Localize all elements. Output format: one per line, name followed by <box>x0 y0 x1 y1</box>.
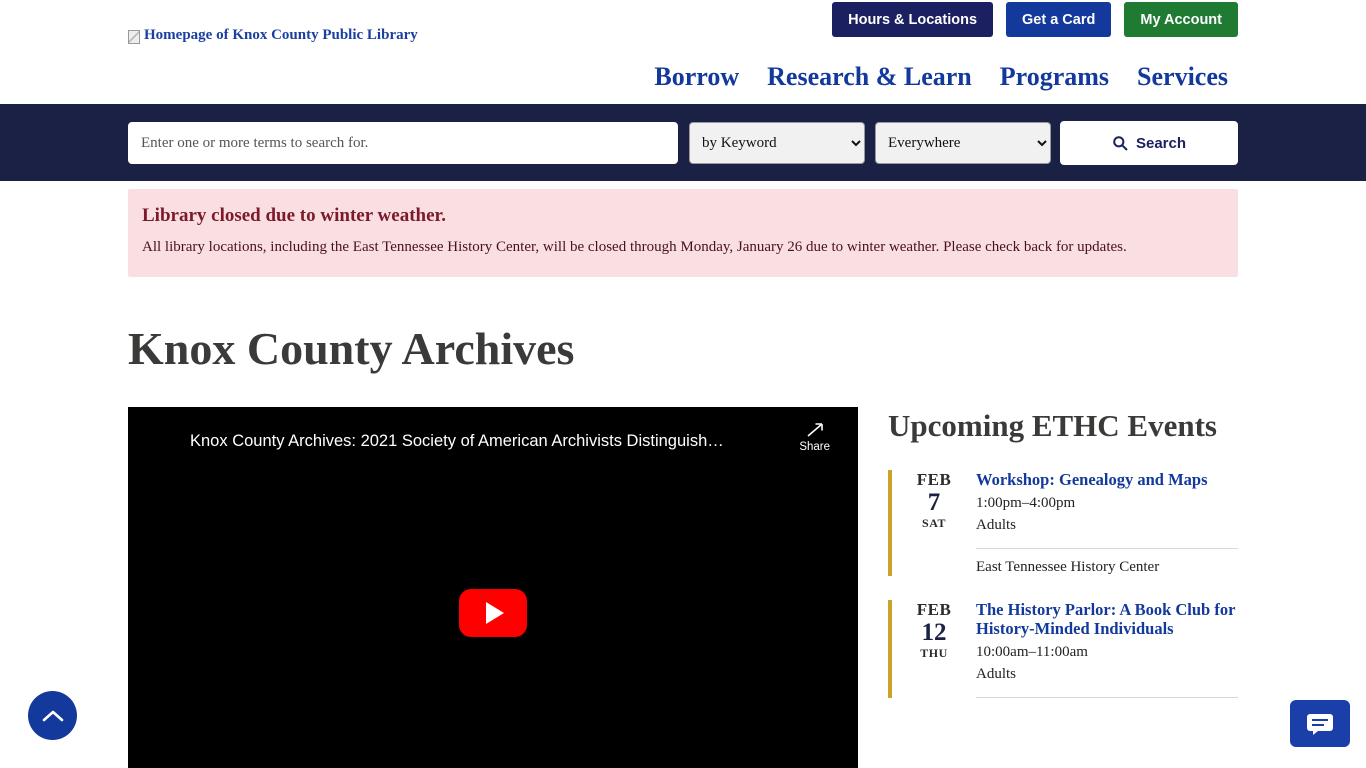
youtube-play-icon[interactable] <box>459 589 527 637</box>
hours-and-locations-button[interactable]: Hours & Locations <box>832 2 993 37</box>
search-button-label: Search <box>1135 134 1187 152</box>
event-month: FEB <box>916 599 952 619</box>
event-month: FEB <box>916 470 952 490</box>
main-navigation <box>654 62 1228 92</box>
event-title-link[interactable]: The History Parlor: A Book Club for History-Minded Individuals <box>976 599 1236 639</box>
event-weekday: THU <box>920 645 948 660</box>
site-logo-alt-text: Homepage of Knox County Public Library <box>144 27 418 43</box>
nav-item-services[interactable]: Services <box>1137 62 1228 91</box>
event-title-link[interactable]: Workshop: Genealogy and Maps <box>976 470 1208 490</box>
video-share-label: Share <box>799 441 830 453</box>
events-heading: Upcoming ETHC Events <box>888 408 1217 443</box>
event-divider <box>976 697 1238 698</box>
scroll-to-top-button[interactable] <box>28 691 77 740</box>
chat-widget-button[interactable] <box>1290 700 1350 747</box>
nav-item-programs[interactable]: Programs <box>999 62 1110 91</box>
event-date <box>906 600 962 698</box>
nav-item-borrow[interactable]: Borrow <box>654 62 740 91</box>
nav-item-research-and-learn[interactable]: Research & Learn <box>767 62 972 91</box>
video-share-button[interactable] <box>799 421 830 453</box>
get-a-card-button[interactable]: Get a Card <box>1006 2 1111 37</box>
chat-bubble-icon <box>1306 713 1334 735</box>
event-audience: Adults <box>976 665 1017 682</box>
site-header <box>0 0 1366 104</box>
event-weekday: SAT <box>922 516 946 531</box>
my-account-button[interactable]: My Account <box>1124 2 1238 37</box>
event-time: 10:00am–11:00am <box>976 643 1088 660</box>
chevron-up-icon <box>42 709 64 723</box>
alert-text: All library locations, including the East Tennessee History Center, will be closed through Monday, January 26 due to winter weather. Please check back for updates. <box>142 239 1127 255</box>
event-day: 12 <box>921 618 947 646</box>
event-audience: Adults <box>976 516 1017 533</box>
search-icon <box>1112 135 1128 151</box>
upcoming-events-panel <box>888 405 1238 698</box>
closure-alert <box>128 189 1238 277</box>
page-title: Knox County Archives <box>128 323 575 374</box>
event-details <box>976 600 1238 698</box>
event-time: 1:00pm–4:00pm <box>976 494 1076 511</box>
event-divider <box>976 548 1238 549</box>
share-icon <box>805 421 825 439</box>
search-button[interactable] <box>1060 121 1238 165</box>
site-logo[interactable] <box>128 27 418 44</box>
video-title: Knox County Archives: 2021 Society of American Archivists Distinguish… <box>190 432 724 450</box>
utility-button-row <box>832 2 1238 37</box>
event-date <box>906 470 962 575</box>
search-scope-select[interactable] <box>875 122 1051 164</box>
event-list-item <box>888 470 1238 575</box>
event-location: East Tennessee History Center <box>976 558 1160 575</box>
search-input[interactable] <box>128 122 678 164</box>
broken-image-icon <box>128 30 140 44</box>
event-list-item <box>888 600 1238 698</box>
youtube-video-player[interactable] <box>128 407 858 768</box>
search-type-select[interactable] <box>689 122 865 164</box>
event-day: 7 <box>927 489 941 517</box>
event-details <box>976 470 1238 575</box>
alert-title: Library closed due to winter weather. <box>142 205 446 226</box>
